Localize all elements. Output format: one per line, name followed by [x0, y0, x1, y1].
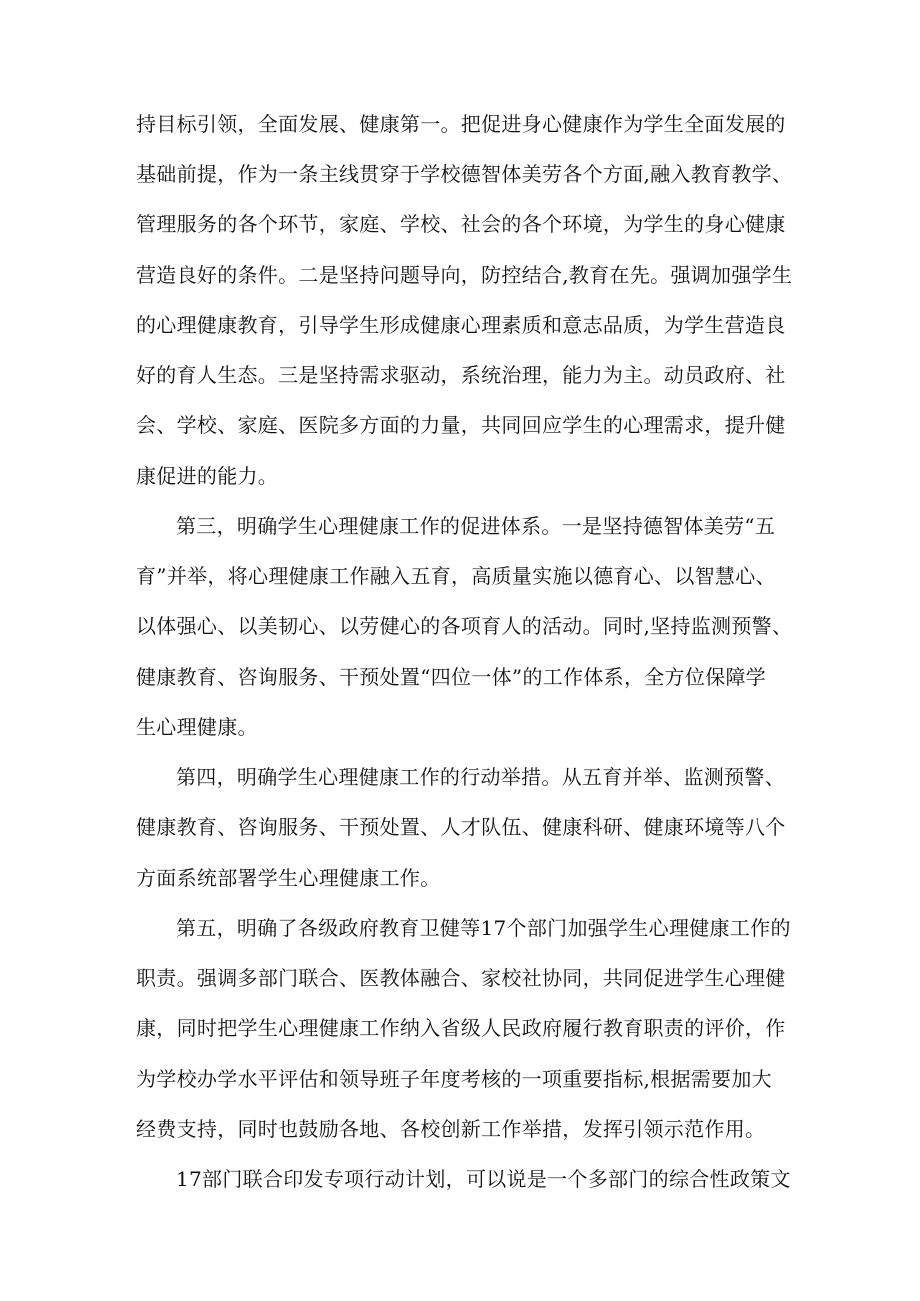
text-line: 育”并举，将心理健康工作融入五育，高质量实施以德育心、以智慧心、: [136, 564, 776, 588]
text-line: 的心理健康教育，引导学生形成健康心理素质和意志品质，为学生营造良: [136, 313, 786, 337]
text-line: 为学校办学水平评估和领导班子年度考核的一项重要指标,根据需要加大: [136, 1067, 772, 1091]
text-line: 康促进的能力。: [136, 464, 279, 488]
text-line: 好的育人生态。三是坚持需求驱动，系统治理，能力为主。动员政府、社: [136, 363, 786, 387]
text-line: 健康教育、咨询服务、干预处置“四位一体”的工作体系，全方位保障学: [136, 665, 767, 689]
text-line: 生心理健康。: [136, 715, 258, 739]
text-line: 以体强心、以美韧心、以劳健心的各项育人的活动。同时,坚持监测预警、: [136, 614, 793, 638]
paragraph-first-line: 第四，明确学生心理健康工作的行动举措。从五育并举、监测预警、: [176, 765, 785, 789]
text-line: 康，同时把学生心理健康工作纳入省级人民政府履行教育职责的评价，作: [136, 1016, 786, 1040]
text-line: 持目标引领，全面发展、健康第一。把促进身心健康作为学生全面发展的: [136, 112, 786, 136]
text-line: 方面系统部署学生心理健康工作。: [136, 866, 441, 890]
text-line: 健康教育、咨询服务、干预处置、人才队伍、健康科研、健康环境等八个: [136, 815, 786, 839]
text-line: 基础前提，作为一条主线贯穿于学校德智体美劳各个方面,融入教育教学、: [136, 162, 793, 186]
text-line: 营造良好的条件。二是坚持问题导向，防控结合,教育在先。强调加强学生: [136, 263, 793, 287]
paragraph-first-line: 第五，明确了各级政府教育卫健等17个部门加强学生心理健康工作的: [176, 916, 791, 940]
text-line: 职责。强调多部门联合、医教体融合、家校社协同，共同促进学生心理健: [136, 966, 786, 990]
paragraph-first-line: 17部门联合印发专项行动计划，可以说是一个多部门的综合性政策文: [176, 1167, 791, 1191]
paragraph-first-line: 第三，明确学生心理健康工作的促进体系。一是坚持德智体美劳“五: [176, 514, 776, 538]
text-line: 会、学校、家庭、医院多方面的力量，共同回应学生的心理需求，提升健: [136, 413, 786, 437]
text-line: 管理服务的各个环节，家庭、学校、社会的各个环境，为学生的身心健康: [136, 212, 786, 236]
text-line: 经费支持，同时也鼓励各地、各校创新工作举措，发挥引领示范作用。: [136, 1117, 766, 1141]
